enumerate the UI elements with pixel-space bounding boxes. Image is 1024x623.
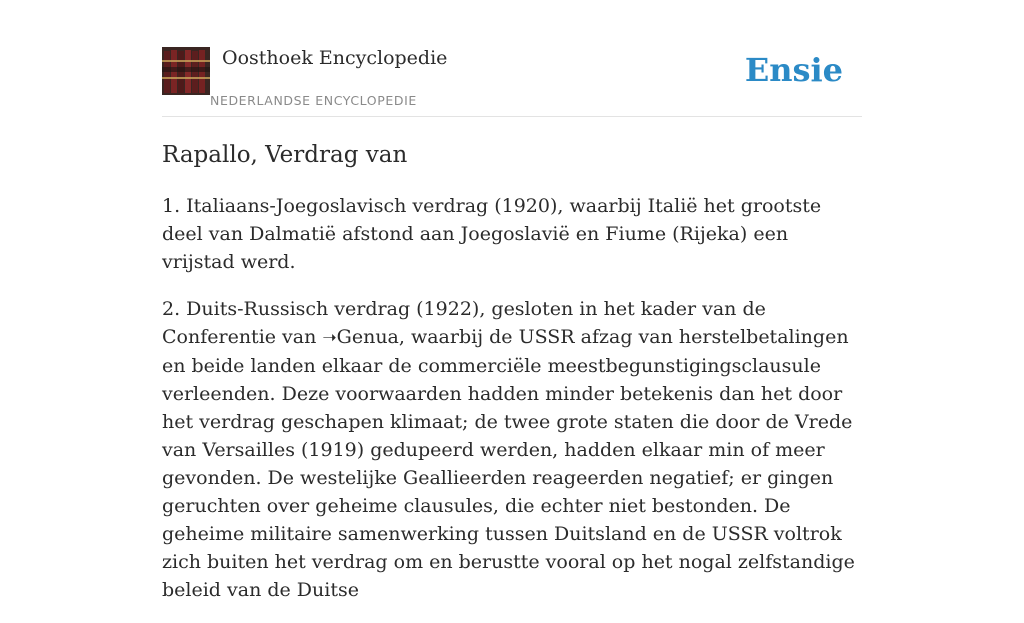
source-subtitle: NEDERLANDSE ENCYCLOPEDIE (210, 93, 417, 108)
article-title: Rapallo, Verdrag van (162, 142, 408, 168)
cross-reference-arrow-icon: ➝ (322, 328, 337, 348)
article-body (162, 192, 866, 623)
cross-reference-link[interactable]: Genua (336, 326, 399, 348)
source-title[interactable]: Oosthoek Encyclopedie (222, 47, 448, 69)
source-header (162, 46, 862, 117)
paragraph-text: 2. Duits-Russisch verdrag (1922), gesloten in het kader van de Conferentie van (162, 298, 766, 348)
book-spines-icon (162, 47, 210, 95)
article-paragraph: 1. Italiaans-Joegoslavisch verdrag (1920), waarbij Italië het grootste deel van Dalmatië afstond aan Joegoslavië en Fiume (Rijeka) een vrijstad werd. (162, 195, 822, 273)
paragraph-text: , waarbij de USSR afzag van herstelbetalingen en beide landen elkaar de commerciële meestbegunstigingsclausule verleenden. Deze voorwaarden hadden minder betekenis dan het door het verdrag geschapen klimaat; de twee grote staten die door de Vrede van Versailles (1919) gedupeerd werden, hadden elkaar min of meer gevonden. De westelijke Geallieerden reageerden negatief; er gingen geruchten over geheime clausules, die echter niet bestonden. De geheime militaire samenwerking tussen Duitsland en de USSR voltrok zich buiten het verdrag om en berustte vooral op het nogal zelfstandige beleid van de Duitse (162, 326, 855, 601)
brand-logo[interactable]: Ensie (744, 51, 843, 89)
article-paragraph (162, 295, 866, 604)
source-avatar[interactable] (162, 47, 210, 95)
